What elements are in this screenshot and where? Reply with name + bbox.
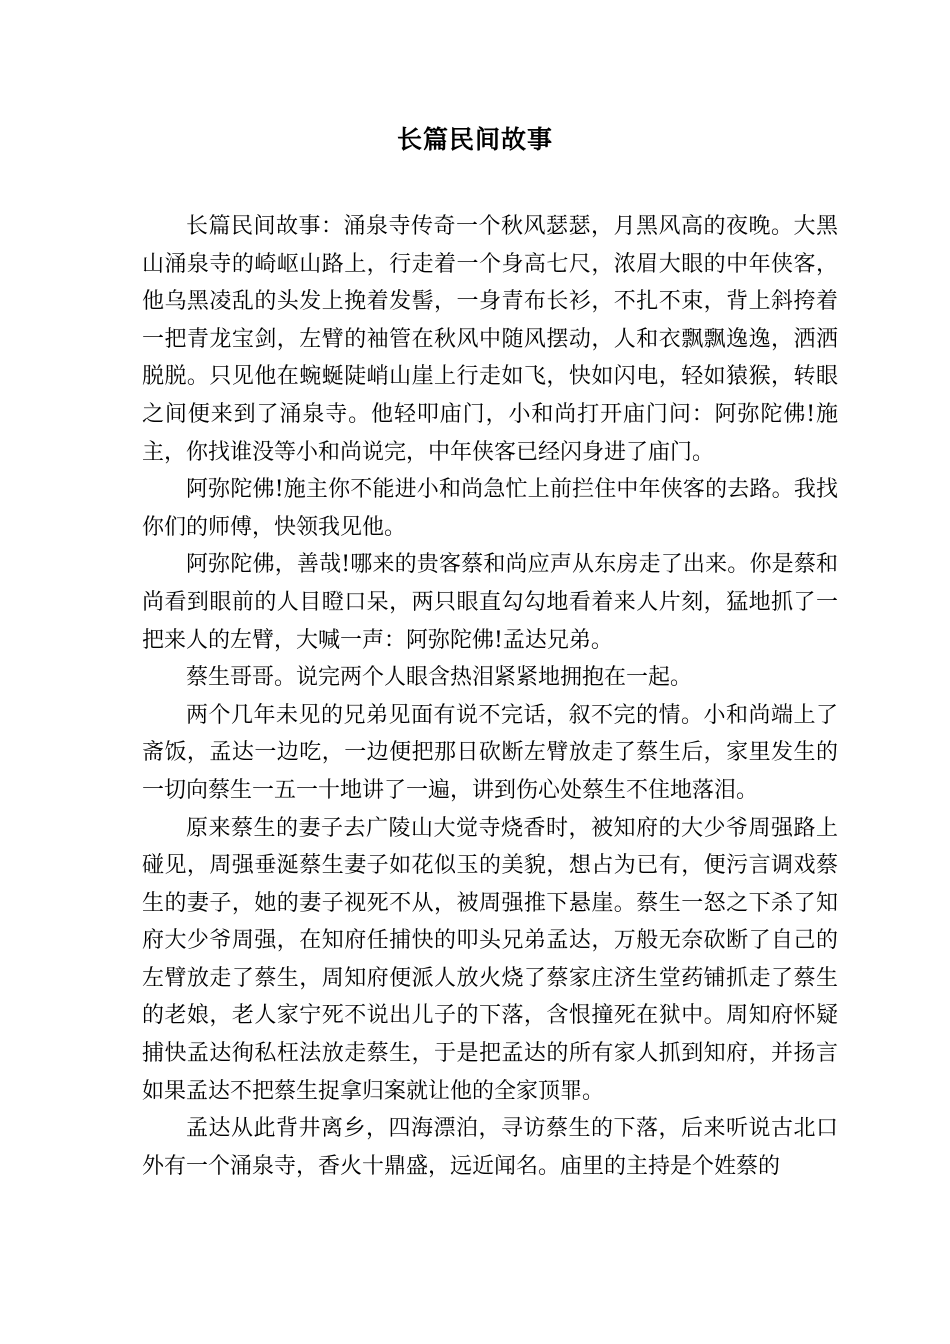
paragraph: 原来蔡生的妻子去广陵山大觉寺烧香时，被知府的大少爷周强路上碰见，周强垂涎蔡生妻子如花似玉的美貌，想占为已有，便污言调戏蔡生的妻子，她的妻子视死不从，被周强推下悬崖。蔡生一怒之下杀了知府大少爷周强，在知府任捕快的叩头兄弟孟达，万般无奈砍断了自己的左臂放走了蔡生，周知府便派人放火烧了蔡家庄济生堂药铺抓走了蔡生的老娘，老人家宁死不说出儿子的下落，含恨撞死在狱中。周知府怀疑捕快孟达徇私枉法放走蔡生，于是把孟达的所有家人抓到知府，并扬言如果孟达不把蔡生捉拿归案就让他的全家顶罪。: [142, 815, 838, 1104]
paragraph: 两个几年未见的兄弟见面有说不完话，叙不完的情。小和尚端上了斋饭，孟达一边吃，一边便把那日砍断左臂放走了蔡生后，家里发生的一切向蔡生一五一十地讲了一遍，讲到伤心处蔡生不住地落泪。: [142, 702, 838, 803]
paragraph: 孟达从此背井离乡，四海漂泊，寻访蔡生的下落，后来听说古北口外有一个涌泉寺，香火十鼎盛，远近闻名。庙里的主持是个姓蔡的: [142, 1116, 838, 1179]
paragraph: 蔡生哥哥。说完两个人眼含热泪紧紧地拥抱在一起。: [186, 665, 693, 691]
paragraph: 阿弥陀佛!施主你不能进小和尚急忙上前拦住中年侠客的去路。我找你们的师傅，快领我见他。: [142, 477, 838, 540]
paragraph: 长篇民间故事：涌泉寺传奇一个秋风瑟瑟，月黑风高的夜晚。大黑山涌泉寺的崎岖山路上，行走着一个身高七尺，浓眉大眼的中年侠客，他乌黑凌乱的头发上挽着发髻，一身青布长衫，不扎不束，背上斜挎着一把青龙宝剑，左臂的袖管在秋风中随风摆动，人和衣飘飘逸逸，洒洒脱脱。只见他在蜿蜒陡峭山崖上行走如飞，快如闪电，轻如猿猴，转眼之间便来到了涌泉寺。他轻叩庙门，小和尚打开庙门问：阿弥陀佛!施主，你找谁没等小和尚说完，中年侠客已经闪身进了庙门。: [142, 214, 838, 465]
document-title: 长篇民间故事: [396, 125, 553, 154]
paragraph: 阿弥陀佛，善哉!哪来的贵客蔡和尚应声从东房走了出来。你是蔡和尚看到眼前的人目瞪口呆，两只眼直勾勾地看着来人片刻，猛地抓了一把来人的左臂，大喊一声：阿弥陀佛!孟达兄弟。: [142, 552, 838, 653]
document-body: [142, 208, 838, 1185]
